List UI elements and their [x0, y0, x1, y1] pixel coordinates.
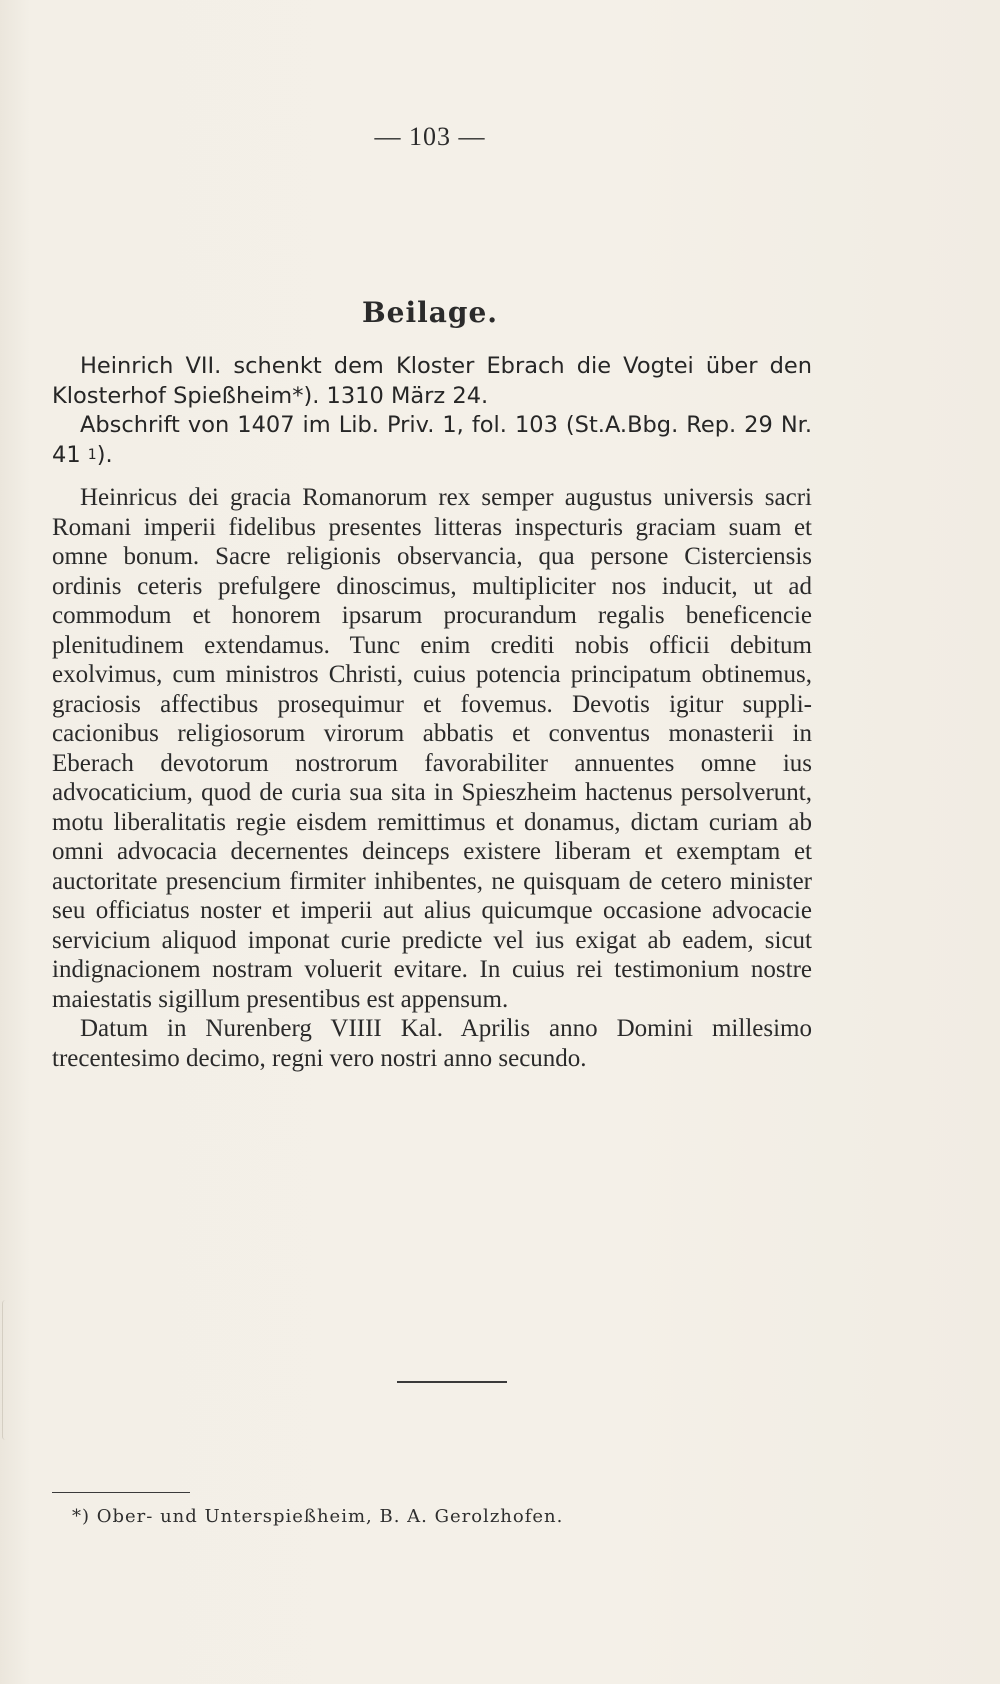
- charter-text: [52, 483, 812, 1073]
- page-edge-mark: [2, 1300, 9, 1440]
- regest-source: [52, 411, 812, 470]
- regest-source-text: Abschrift von 1407 im Lib. Priv. 1, fol. 103 (St.A.Bbg. Rep. 29 Nr. 41: [52, 412, 812, 468]
- section-end-rule: [397, 1381, 507, 1383]
- section-heading: Beilage.: [361, 296, 499, 329]
- footnote-separator: [52, 1492, 190, 1493]
- regest-source-tail: ).: [96, 441, 113, 468]
- charter-paragraph-main: Heinricus dei gracia Romanorum rex semper augustus universis sacri Romani imperii fidelibus presentes litteras inspecturis graciam suam et omne bonum. Sacre religionis observancia, qua persone Cisterciensis ordinis ceteris prefulgere dinoscimus, multipliciter nos inducit, ut ad commodum et honorem ipsarum procurandum regalis beneficencie plenitudinem extendamus. Tunc enim crediti nobis officii debitum exolvimus, cum ministros Christi, cuius potencia principatum obtinemus, graciosis affectibus prosequimur et fovemus. Devotis igitur supplicacionibus religiosorum virorum abbatis et conventus monasterii in Eberach devotorum nostrorum favorabiliter annuentes omne ius advocaticium, quod de curia sua sita in Spieszheim hactenus persolverunt, motu liberalitatis regie eisdem remittimus et donamus, dictam curiam ab omni advocacia decernentes deinceps existere liberam et exemptam et auctoritate presencium firmiter inhibentes, ne quisquam de cetero minister seu officiatus noster et imperii aut alius quicumque occasione advocacie servicium aliquod imponat curie predicte vel ius exigat ab eadem, sicut indignacionem nostram voluerit evitare. In cuius rei testimonium nostre maiestatis sigillum presentibus est appensum.: [52, 484, 812, 1013]
- footnote: *) Ober- und Unterspießheim, B. A. Gerolzhofen.: [72, 1506, 564, 1527]
- regest-summary: Heinrich VII. schenkt dem Kloster Ebrach die Vogtei über den Klosterhof Spießheim*). 1310 März 24.: [52, 353, 812, 409]
- charter-paragraph-dating: Datum in Nurenberg VIIII Kal. Aprilis anno Domini millesimo trecentesimo decimo, regni vero nostri anno secundo.: [52, 1015, 812, 1072]
- regest-block: [52, 352, 812, 470]
- footnote-reference: 1: [87, 446, 97, 463]
- page-number: — 103 —: [374, 122, 486, 151]
